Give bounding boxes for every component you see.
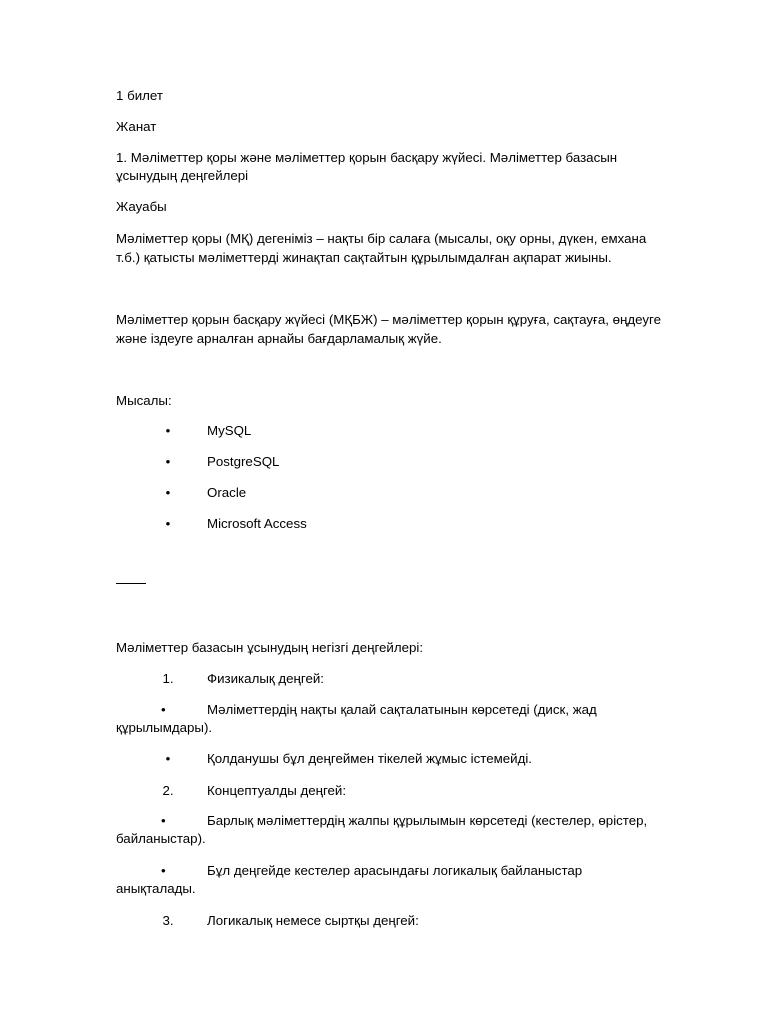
bullet-icon: • — [161, 863, 166, 878]
level-point — [116, 750, 662, 768]
levels-heading — [116, 639, 662, 658]
paragraph-dbms-text: Мәліметтер қорын басқару жүйесі (МҚБЖ) – мәліметтер қорын құруға, сақтауға, өңдеуге және іздеуге арналған арнайы бағдарламалық жүйе. — [116, 312, 662, 346]
level-item — [116, 912, 662, 930]
level-number: 3. — [162, 913, 174, 928]
example-item: Oracle — [207, 485, 247, 500]
horizontal-rule — [116, 583, 146, 584]
bullet-icon: • — [165, 454, 171, 469]
answer-label: Жауабы — [116, 199, 167, 214]
level-title: Концептуалды деңгей: — [207, 783, 347, 798]
level-item — [116, 782, 662, 800]
question-text: 1. Мәліметтер қоры және мәліметтер қорын басқару жүйесі. Мәліметтер базасын ұсынудың деңгейлері — [116, 150, 618, 183]
level-title: Физикалық деңгей: — [207, 671, 324, 686]
bullet-icon: • — [165, 423, 171, 438]
list-item — [116, 484, 662, 502]
bullet-icon: • — [161, 813, 166, 828]
bullet-icon: • — [165, 516, 171, 531]
examples-label: Мысалы: — [116, 393, 172, 408]
level-point — [116, 862, 662, 898]
level-number: 2. — [162, 783, 174, 798]
level-point — [116, 701, 662, 737]
level-title: Логикалық немесе сыртқы деңгей: — [207, 913, 419, 928]
paragraph-db-text: Мәліметтер қоры (МҚ) дегеніміз – нақты бір салаға (мысалы, оқу орны, дүкен, емхана т.б.) қатысты мәліметтерді жинақтап сақтайтын құрылымдалған ақпарат жиыны. — [116, 231, 647, 265]
list-item — [116, 422, 662, 440]
paragraph-db-definition — [116, 230, 662, 267]
example-item: PostgreSQL — [207, 454, 280, 469]
level-point-text: Барлық мәліметтердің жалпы құрылымын көрсетеді (кестелер, өрістер, байланыстар). — [116, 813, 648, 846]
list-item — [116, 515, 662, 533]
level-point — [116, 812, 662, 848]
list-item — [116, 453, 662, 471]
example-item: Microsoft Access — [207, 516, 307, 531]
level-point-text: Қолданушы бұл деңгеймен тікелей жұмыс істемейді. — [207, 751, 532, 766]
bullet-icon: • — [165, 751, 171, 766]
bullet-icon: • — [165, 485, 171, 500]
level-number: 1. — [162, 671, 174, 686]
paragraph-dbms-definition — [116, 311, 662, 348]
ticket-title: 1 билет — [116, 88, 163, 103]
level-point-text: Мәліметтердің нақты қалай сақталатынын көрсетеді (диск, жад құрылымдары). — [116, 702, 597, 735]
levels-heading-text: Мәліметтер базасын ұсынудың негізгі деңгейлері: — [116, 640, 424, 655]
bullet-icon: • — [161, 702, 166, 717]
level-point-text: Бұл деңгейде кестелер арасындағы логикалық байланыстар анықталады. — [116, 863, 583, 896]
example-item: MySQL — [207, 423, 252, 438]
level-item — [116, 670, 662, 688]
question-label: Жанат — [116, 119, 157, 134]
